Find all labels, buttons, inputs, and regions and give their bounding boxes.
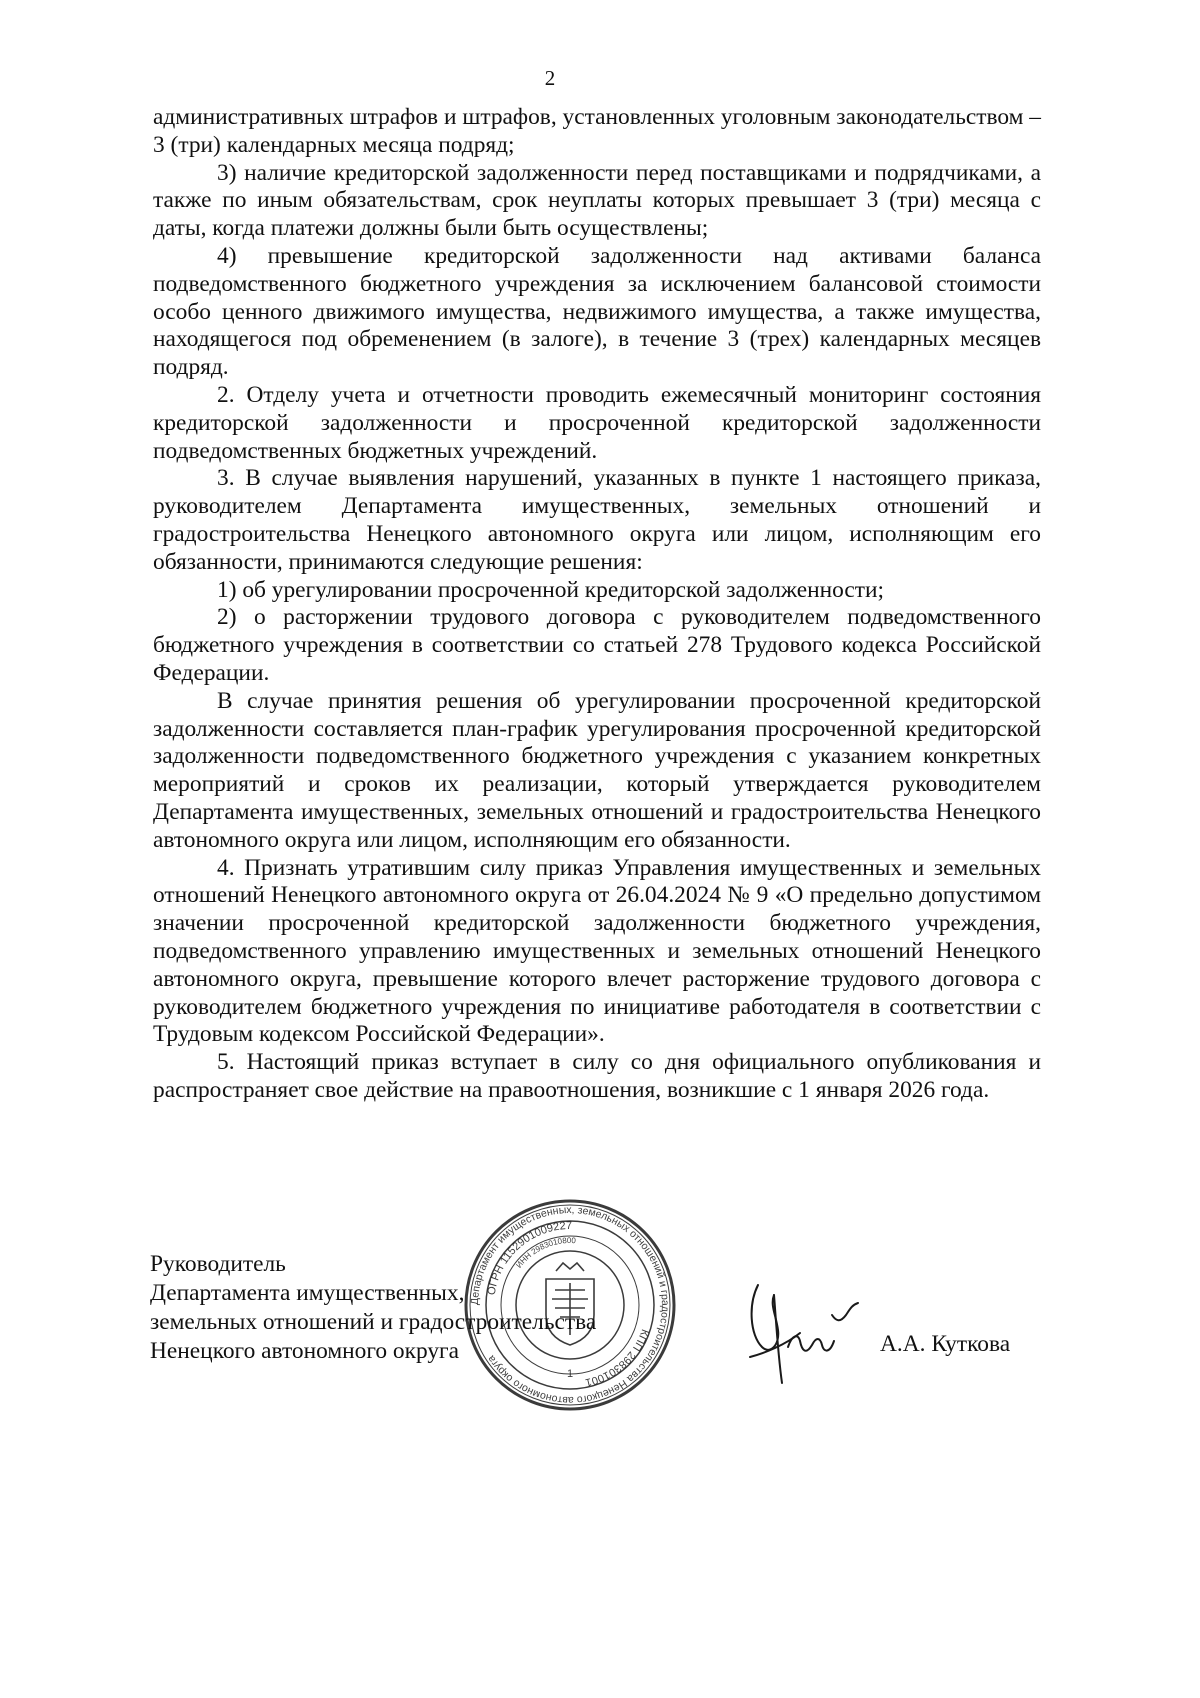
paragraph: 5. Настоящий приказ вступает в силу со дня официального опубликования и распространяет свое действие на правоотношения, возникшие с 1 января 2026 года. bbox=[153, 1049, 1041, 1103]
signatory-position-line: Департамента имущественных, bbox=[150, 1280, 465, 1306]
page-number: 2 bbox=[544, 66, 556, 90]
paragraph: 3) наличие кредиторской задолженности перед поставщиками и подрядчиками, а также по иным обязательствам, срок неуплаты которых превышает 3 (три) месяца с даты, когда платежи должны были быть осуществлены; bbox=[153, 159, 1041, 242]
paragraph: 2. Отделу учета и отчетности проводить ежемесячный мониторинг состояния кредиторской задолженности и просроченной кредиторской задолженности подведомственных бюджетных учреждений. bbox=[153, 381, 1041, 464]
paragraph: 2) о расторжении трудового договора с руководителем подведомственного бюджетного учреждения в соответствии со статьей 278 Трудового кодекса Российской Федерации. bbox=[153, 604, 1041, 686]
paragraph: 4) превышение кредиторской задолженности над активами баланса подведомственного бюджетного учреждения за исключением балансовой стоимости особо ценного движимого имущества, недвижимого имущества, а также имущества, находящегося под обременением (в залоге), в течение 3 (трех) календарных месяцев подряд. bbox=[153, 242, 1041, 381]
stamp-outer-text: Департамент имущественных, земельных отношений и градостроительства Ненецкого автономного округа bbox=[468, 1203, 672, 1407]
paragraph: 4. Признать утратившим силу приказ Управления имущественных и земельных отношений Ненецкого автономного округа от 26.04.2024 № 9 «О предельно допустимом значении просроченной кредиторской задолженности бюджетного учреждения, подведомственного управлению имущественных и земельных отношений Ненецкого автономного округа, превышение которого влечет расторжение трудового договора с руководителем бюджетного учреждения по инициативе работодателя в соответствии с Трудовым кодексом Российской Федерации». bbox=[153, 854, 1041, 1048]
signatory-position-line: Руководитель bbox=[150, 1251, 286, 1277]
signatory-position-line: земельных отношений и градостроительства bbox=[150, 1309, 597, 1335]
paragraph: административных штрафов и штрафов, установленных уголовным законодательством – 3 (три) календарных месяца подряд; bbox=[153, 104, 1041, 158]
signatory-position bbox=[150, 1250, 596, 1366]
paragraph: 3. В случае выявления нарушений, указанных в пункте 1 настоящего приказа, руководителем Департамента имущественных, земельных отношений и градостроительства Ненецкого автономного округа или лицом, исполняющим его обязанности, принимаются следующие решения: bbox=[153, 465, 1041, 575]
signatory-name: А.А. Куткова bbox=[880, 1331, 1011, 1357]
stamp-inn: ИНН 2983010800 bbox=[514, 1235, 577, 1270]
signatory-position-line: Ненецкого автономного округа bbox=[150, 1338, 460, 1364]
handwritten-signature bbox=[740, 1275, 870, 1390]
paragraph: 1) об урегулировании просроченной кредиторской задолженности; bbox=[217, 576, 885, 603]
stamp-kpp: КПП 298301001 bbox=[584, 1327, 651, 1389]
stamp-ogrn: ОГРН 1152901009227 bbox=[485, 1219, 573, 1296]
stamp-number: 1 bbox=[566, 1368, 574, 1380]
document-body bbox=[153, 104, 1041, 1105]
paragraph: В случае принятия решения об урегулировании просроченной кредиторской задолженности составляется план-график урегулирования просроченной кредиторской задолженности подведомственного бюджетного учреждения с указанием конкретных мероприятий и сроков их реализации, который утверждается руководителем Департамента имущественных, земельных отношений и градостроительства Ненецкого автономного округа или лицом, исполняющим его обязанности. bbox=[153, 687, 1041, 853]
